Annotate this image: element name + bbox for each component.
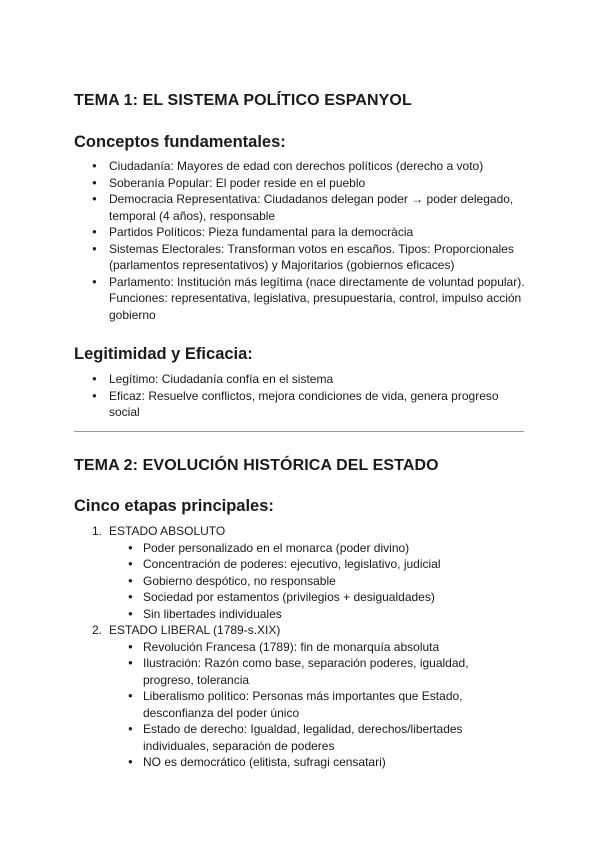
sub-list — [128, 639, 500, 771]
etapas-list — [92, 523, 532, 771]
list-item: ● Soberanía Popular: El poder reside en el pueblo — [92, 175, 532, 192]
list-item: ● Sistemas Electorales: Transforman votos en escaños. Tipos: Proporcionales (parlamentos representativos) y Majoritarios (gobiernos eficaces) — [92, 241, 532, 274]
conceptos-list — [92, 158, 532, 323]
list-item: ● Estado de derecho: Igualdad, legalidad, derechos/libertades individuales, separación de poderes — [128, 721, 500, 754]
list-item: ● Ciudadanía: Mayores de edad con derechos políticos (derecho a voto) — [92, 158, 532, 175]
etapa-item — [92, 523, 532, 622]
list-item: ● Sin libertades individuales — [128, 606, 500, 623]
list-item: ● Ilustración: Razón como base, separación poderes, igualdad, progreso, tolerancia — [128, 655, 500, 688]
etapas-heading: Cinco etapas principales: — [74, 497, 274, 515]
tema1-title: TEMA 1: EL SISTEMA POLÍTICO ESPANYOL — [74, 92, 412, 109]
section-divider — [74, 431, 524, 432]
item-number: 1. — [92, 524, 103, 538]
conceptos-heading: Conceptos fundamentales: — [74, 133, 286, 151]
legitimidad-heading: Legitimidad y Eficacia: — [74, 345, 253, 363]
legitimidad-list — [92, 371, 532, 421]
list-item: ● NO es democrático (elitista, sufragi censatari) — [128, 754, 500, 771]
item-label: ESTADO LIBERAL (1789-s.XIX) — [109, 623, 281, 637]
list-item: ● Poder personalizado en el monarca (poder divino) — [128, 540, 500, 557]
list-item: ● Parlamento: Institución más legítima (nace directamente de voluntad popular). Funciones: representativa, legislativa, presupuestaria, control, impulso acción gobierno — [92, 274, 532, 324]
etapa-item — [92, 622, 532, 771]
list-item: ● Revolución Francesa (1789): fin de monarquía absoluta — [128, 639, 500, 656]
item-label: ESTADO ABSOLUTO — [109, 524, 226, 538]
list-item: ● Democracia Representativa: Ciudadanos delegan poder → poder delegado, temporal (4 años), responsable — [92, 191, 532, 224]
list-item: ● Liberalismo político: Personas más importantes que Estado, desconfianza del poder único — [128, 688, 500, 721]
list-item: ● Partidos Políticos: Pieza fundamental para la democràcia — [92, 224, 532, 241]
list-item: ● Eficaz: Resuelve conflictos, mejora condiciones de vida, genera progreso social — [92, 388, 532, 421]
list-item: ● Gobierno despótico, no responsable — [128, 573, 500, 590]
item-number: 2. — [92, 623, 103, 637]
tema2-title: TEMA 2: EVOLUCIÓN HISTÓRICA DEL ESTADO — [74, 457, 439, 474]
list-item: ● Sociedad por estamentos (privilegios + desigualdades) — [128, 589, 500, 606]
list-item: ● Legítimo: Ciudadanía confía en el sistema — [92, 371, 532, 388]
list-item: ● Concentración de poderes: ejecutivo, legislativo, judicial — [128, 556, 500, 573]
sub-list — [128, 540, 500, 623]
